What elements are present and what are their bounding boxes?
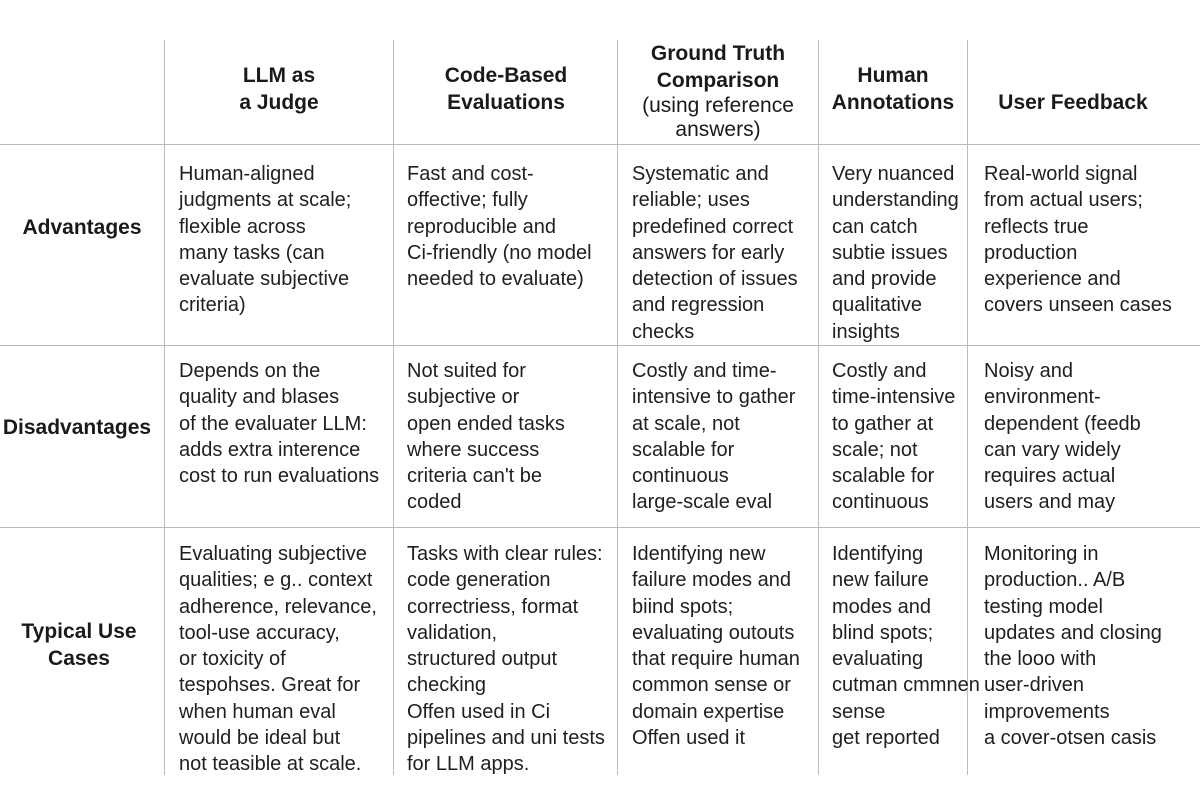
cell-line: Real-world signal	[984, 163, 1138, 185]
cell-line: flexible across	[179, 215, 306, 238]
cell-line: requires actual	[984, 465, 1116, 488]
cell-line: production	[984, 241, 1078, 264]
cell-line: detection of issues	[632, 268, 798, 291]
cell-line: covers unseen cases	[984, 294, 1172, 317]
cell-use-cases-llm-judge	[179, 541, 377, 778]
cell-disadvantages-llm-judge	[179, 358, 379, 489]
column-divider	[393, 40, 394, 775]
cell-advantages-code-based	[407, 161, 592, 292]
cell-line: tool-use accuracy,	[179, 621, 340, 644]
column-header-line: Code-Based	[444, 64, 568, 87]
cell-line: production.. A/B	[984, 569, 1126, 592]
column-header-line: Comparison	[656, 69, 780, 92]
cell-line: modes and	[832, 595, 931, 618]
cell-line: Tasks with clear rules:	[407, 543, 603, 565]
cell-line: qualities; e g.. context	[179, 569, 373, 592]
cell-line: reproducible and	[407, 215, 556, 238]
cell-line: evaluate subjective	[179, 268, 350, 291]
cell-line: when human eval	[179, 700, 336, 723]
cell-line: Depends on the	[179, 360, 321, 382]
cell-use-cases-ground-truth	[632, 541, 800, 751]
cell-line: Costly and time-	[632, 360, 777, 382]
cell-line: testing model	[984, 595, 1103, 618]
cell-line: Very nuanced	[832, 163, 955, 185]
cell-line: evaluating outouts	[632, 621, 795, 644]
cell-line: Ci-friendly (no model	[407, 241, 592, 264]
column-header-line: Ground Truth	[650, 42, 786, 65]
cell-advantages-ground-truth	[632, 161, 798, 345]
column-header-subtitle: (using reference	[642, 94, 794, 117]
cell-line: and regression	[632, 294, 765, 317]
row-divider	[0, 527, 1200, 528]
column-divider	[617, 40, 618, 775]
cell-line: quality and blases	[179, 386, 340, 409]
cell-disadvantages-user-feedback	[984, 358, 1141, 516]
column-header-line: LLM as	[242, 64, 316, 87]
cell-line: understanding	[832, 189, 959, 212]
cell-line: structured output	[407, 648, 558, 671]
cell-line: of the evaluater LLM:	[179, 412, 367, 435]
cell-line: needed to evaluate)	[407, 268, 584, 291]
cell-line: that require human	[632, 648, 800, 671]
cell-line: Identifying new	[632, 543, 766, 565]
cell-line: Identifying	[832, 543, 924, 565]
row-header-line: Advantages	[22, 216, 142, 239]
column-divider	[818, 40, 819, 775]
column-header-line: Annotations	[831, 91, 955, 114]
cell-line: scalable for	[632, 438, 735, 461]
cell-line: cost to run evaluations	[179, 465, 380, 488]
cell-line: time-intensive	[832, 386, 956, 409]
cell-line: pipelines and uni tests	[407, 727, 605, 750]
cell-line: for LLM apps.	[407, 753, 530, 776]
cell-line: answers for early	[632, 241, 785, 264]
cell-line: insights	[832, 320, 900, 343]
cell-line: Costly and	[832, 360, 927, 382]
cell-line: continuous	[632, 465, 729, 488]
cell-line: where success	[407, 438, 540, 461]
cell-line: criteria)	[179, 294, 246, 317]
cell-use-cases-user-feedback	[984, 541, 1162, 751]
cell-disadvantages-human-annotations	[832, 358, 955, 516]
cell-line: Systematic and	[632, 163, 769, 185]
cell-line: failure modes and	[632, 569, 791, 592]
cell-line: Evaluating subjective	[179, 543, 367, 565]
cell-line: sense	[832, 700, 886, 723]
cell-line: new failure	[832, 569, 929, 592]
column-header-user-feedback	[969, 89, 1177, 116]
cell-line: checks	[632, 320, 695, 343]
cell-line: Fast and cost-	[407, 163, 534, 185]
column-header-llm-judge	[166, 62, 392, 116]
cell-line: adds extra interence	[179, 438, 361, 461]
cell-line: and provide	[832, 268, 937, 291]
cell-line: reflects true	[984, 215, 1089, 238]
cell-line: tespohses. Great for	[179, 674, 361, 697]
cell-line: intensive to gather	[632, 386, 796, 409]
cell-line: improvements	[984, 700, 1110, 723]
cell-line: experience and	[984, 268, 1121, 291]
cell-line: updates and closing	[984, 621, 1162, 644]
cell-line: user-driven	[984, 674, 1085, 697]
cell-disadvantages-code-based	[407, 358, 565, 516]
cell-line: checking	[407, 674, 486, 697]
cell-advantages-llm-judge	[179, 161, 351, 319]
cell-disadvantages-ground-truth	[632, 358, 795, 516]
row-header-disadvantages	[0, 414, 154, 441]
column-header-line: Evaluations	[447, 91, 565, 114]
cell-line: evaluating	[832, 648, 924, 671]
cell-line: criteria can't be	[407, 465, 542, 488]
cell-line: subjective or	[407, 386, 520, 409]
cell-line: biind spots;	[632, 595, 734, 618]
row-header-typical-use-cases	[0, 618, 158, 672]
cell-line: adherence, relevance,	[179, 595, 377, 618]
row-divider	[0, 144, 1200, 145]
row-divider	[0, 345, 1200, 346]
cell-advantages-user-feedback	[984, 161, 1172, 319]
cell-line: many tasks (can	[179, 241, 325, 264]
cell-use-cases-human-annotations	[832, 541, 980, 751]
cell-line: blind spots;	[832, 621, 934, 644]
cell-line: correctriess, format	[407, 595, 579, 618]
cell-line: can catch	[832, 215, 918, 238]
cell-line: Offen used in Ci	[407, 700, 551, 723]
cell-line: Human-aligned	[179, 163, 315, 185]
cell-line: validation,	[407, 621, 498, 644]
cell-line: Not suited for	[407, 360, 526, 382]
column-header-subtitle: answers)	[675, 118, 761, 141]
cell-line: not teasible at scale.	[179, 753, 362, 776]
cell-line: open ended tasks	[407, 412, 565, 435]
cell-line: to gather at	[832, 412, 934, 435]
cell-line: environment-	[984, 386, 1101, 409]
column-divider	[164, 40, 165, 775]
cell-line: at scale, not	[632, 412, 740, 435]
cell-line: code generation	[407, 569, 551, 592]
cell-line: common sense or	[632, 674, 791, 697]
cell-line: the looo with	[984, 648, 1097, 671]
cell-advantages-human-annotations	[832, 161, 959, 345]
cell-line: judgments at scale;	[179, 189, 352, 212]
cell-line: users and may	[984, 491, 1116, 514]
cell-line: a cover-otsen casis	[984, 727, 1157, 750]
column-header-line: User Feedback	[998, 91, 1148, 114]
cell-line: coded	[407, 491, 462, 514]
column-header-human-annotations	[820, 62, 966, 116]
cell-line: scalable for	[832, 465, 935, 488]
column-header-ground-truth	[619, 40, 817, 142]
cell-line: Monitoring in	[984, 543, 1099, 565]
cell-line: can vary widely	[984, 438, 1121, 461]
cell-line: from actual users;	[984, 189, 1143, 212]
cell-use-cases-code-based	[407, 541, 605, 778]
row-header-line: Disadvantages	[2, 416, 152, 439]
cell-line: scale; not	[832, 438, 918, 461]
cell-line: subtie issues	[832, 241, 948, 264]
cell-line: Offen used it	[632, 727, 746, 750]
cell-line: get reported	[832, 727, 940, 750]
column-header-code-based	[395, 62, 617, 116]
cell-line: dependent (feedb	[984, 412, 1141, 435]
column-header-line: Human	[857, 64, 929, 87]
cell-line: domain expertise	[632, 700, 785, 723]
cell-line: qualitative	[832, 294, 923, 317]
cell-line: would be ideal but	[179, 727, 341, 750]
column-header-line: a Judge	[239, 91, 319, 114]
row-header-advantages	[0, 214, 164, 241]
cell-line: predefined correct	[632, 215, 794, 238]
row-header-line: Cases	[48, 647, 110, 670]
cell-line: reliable; uses	[632, 189, 750, 212]
row-header-line: Typical Use	[21, 620, 137, 643]
cell-line: offective; fully	[407, 189, 528, 212]
cell-line: large-scale eval	[632, 491, 773, 514]
cell-line: Noisy and	[984, 360, 1073, 382]
cell-line: continuous	[832, 491, 929, 514]
cell-line: or toxicity of	[179, 648, 286, 671]
cell-line: cutman cmmnen	[832, 674, 980, 697]
